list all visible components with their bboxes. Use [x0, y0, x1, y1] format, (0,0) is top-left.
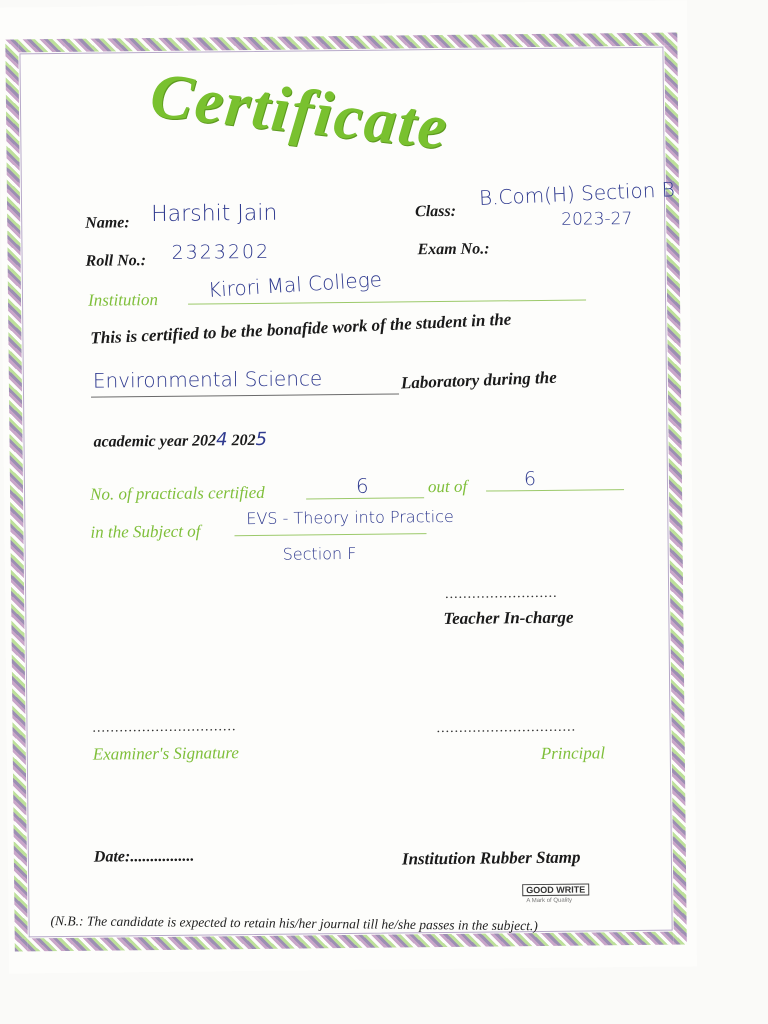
- date-label: Date:................: [93, 847, 195, 866]
- teacher-signature-dots: .........................: [445, 585, 558, 602]
- certify-text: This is certified to be the bonafide work of the student in the: [89, 309, 512, 348]
- practicals-certified-value: 6: [355, 473, 369, 498]
- year-hand-1: 4: [216, 429, 228, 451]
- roll-value: 2323202: [171, 240, 271, 264]
- teacher-label: Teacher In-charge: [443, 607, 574, 629]
- examiner-signature-dots: ................................: [92, 719, 237, 736]
- subject-extra: Section F: [282, 543, 357, 564]
- brand-tagline: A Mark of Quality: [526, 897, 573, 905]
- examiner-label: Examiner's Signature: [92, 743, 239, 764]
- class-value: B.Com(H) Section B: [478, 177, 676, 211]
- outof-value: 6: [523, 468, 537, 491]
- class-year: 2023-27: [561, 209, 633, 230]
- year-mid: 202: [227, 431, 256, 450]
- outof-label: out of: [427, 476, 468, 497]
- name-label: Name:: [85, 214, 130, 232]
- lab-value: Environmental Science: [92, 366, 323, 393]
- lab-suffix: Laboratory during the: [400, 367, 558, 393]
- principal-label: Principal: [540, 743, 606, 763]
- principal-signature-dots: ...............................: [436, 719, 577, 737]
- class-label: Class:: [415, 202, 457, 221]
- rubber-stamp-label: Institution Rubber Stamp: [401, 847, 581, 869]
- institution-label: Institution: [87, 289, 159, 310]
- practicals-certified-label: No. of practicals certified: [89, 482, 265, 504]
- subject-value: EVS - Theory into Practice: [246, 506, 454, 529]
- year-prefix: academic year 202: [93, 432, 217, 451]
- exam-label: Exam No.:: [417, 240, 490, 259]
- nb-note: (N.B.: The candidate is expected to retain his/her journal till he/she passes in the subject.): [50, 913, 538, 934]
- subject-label: in the Subject of: [90, 521, 201, 542]
- brand-logo: GOOD WRITE: [522, 883, 589, 896]
- academic-year: [93, 429, 267, 452]
- institution-value: Kirori Mal College: [207, 267, 383, 302]
- certificate-title: Certificate: [147, 59, 453, 163]
- roll-label: Roll No.:: [85, 252, 147, 270]
- year-hand-2: 5: [255, 428, 268, 450]
- name-value: Harshit Jain: [151, 200, 278, 228]
